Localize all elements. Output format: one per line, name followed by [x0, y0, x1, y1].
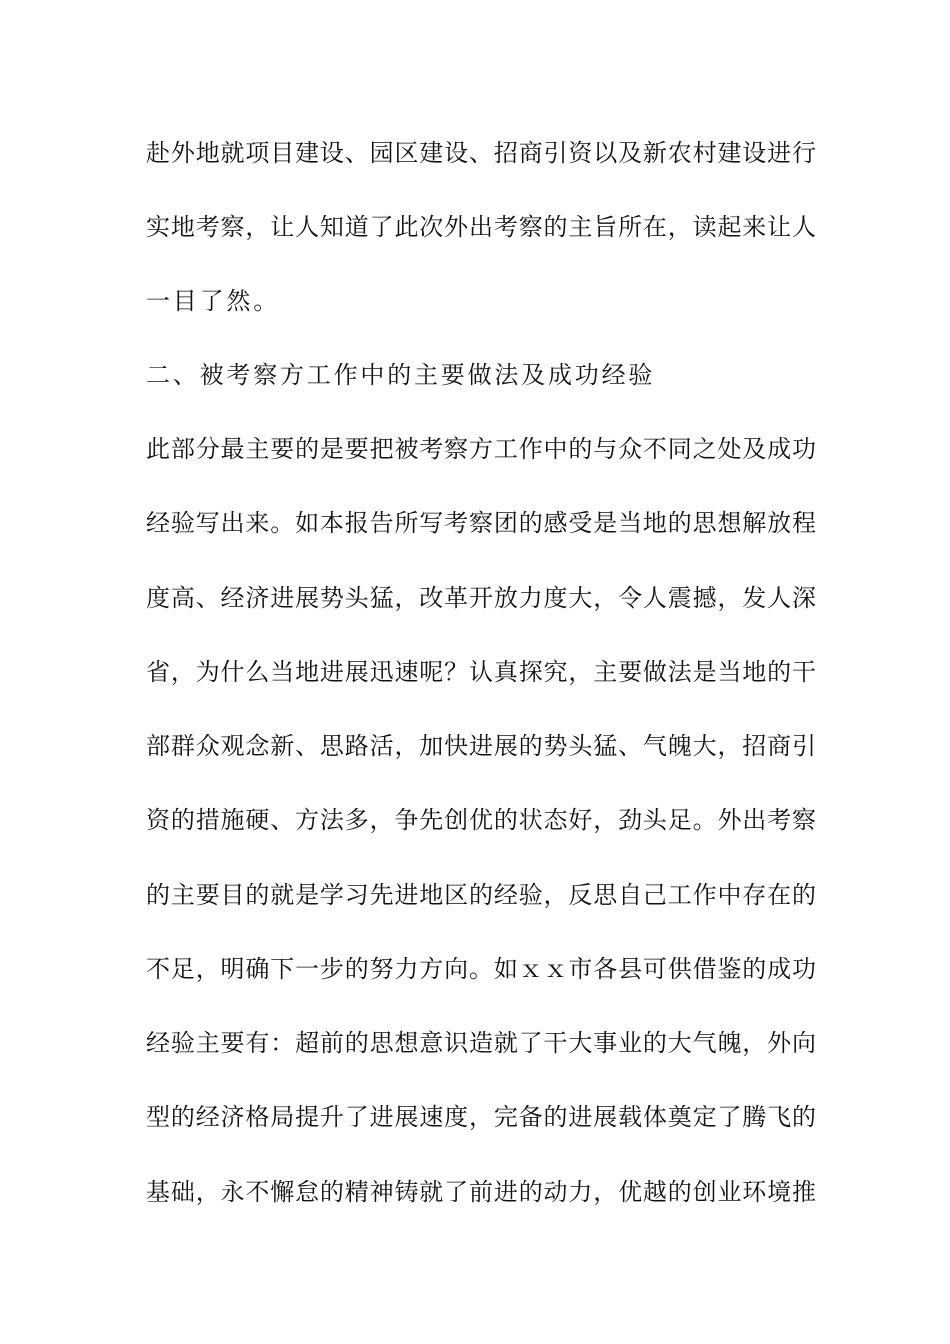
text-line: 部群众观念新、思路活，加快进展的势头猛、气魄大，招商引 [146, 732, 816, 760]
text-line: 一目了然。 [146, 287, 280, 315]
text-line: 的主要目的就是学习先进地区的经验，反思自己工作中存在的 [146, 881, 816, 909]
text-line: 经验主要有：超前的思想意识造就了干大事业的大气魄，外向 [146, 1029, 816, 1057]
text-line: 型的经济格局提升了进展速度，完备的进展载体奠定了腾飞的 [146, 1103, 816, 1131]
text-line: 基础，永不懈怠的精神铸就了前进的动力，优越的创业环境推 [146, 1178, 816, 1206]
text-line: 省，为什么当地进展迅速呢？认真探究，主要做法是当地的干 [146, 658, 816, 686]
text-line: 资的措施硬、方法多，争先创优的状态好，劲头足。外出考察 [146, 806, 816, 834]
text-line: 经验写出来。如本报告所写考察团的感受是当地的思想解放程 [146, 509, 816, 537]
text-line: 此部分最主要的是要把被考察方工作中的与众不同之处及成功 [146, 435, 816, 463]
text-line: 不足，明确下一步的努力方向。如ｘｘ市各县可供借鉴的成功 [146, 955, 816, 983]
text-line: 度高、经济进展势头猛，改革开放力度大，令人震撼，发人深 [146, 584, 816, 612]
text-line: 实地考察，让人知道了此次外出考察的主旨所在，读起来让人 [146, 213, 816, 241]
section-heading: 二、被考察方工作中的主要做法及成功经验 [146, 361, 656, 389]
text-line: 赴外地就项目建设、园区建设、招商引资以及新农村建设进行 [146, 139, 816, 167]
